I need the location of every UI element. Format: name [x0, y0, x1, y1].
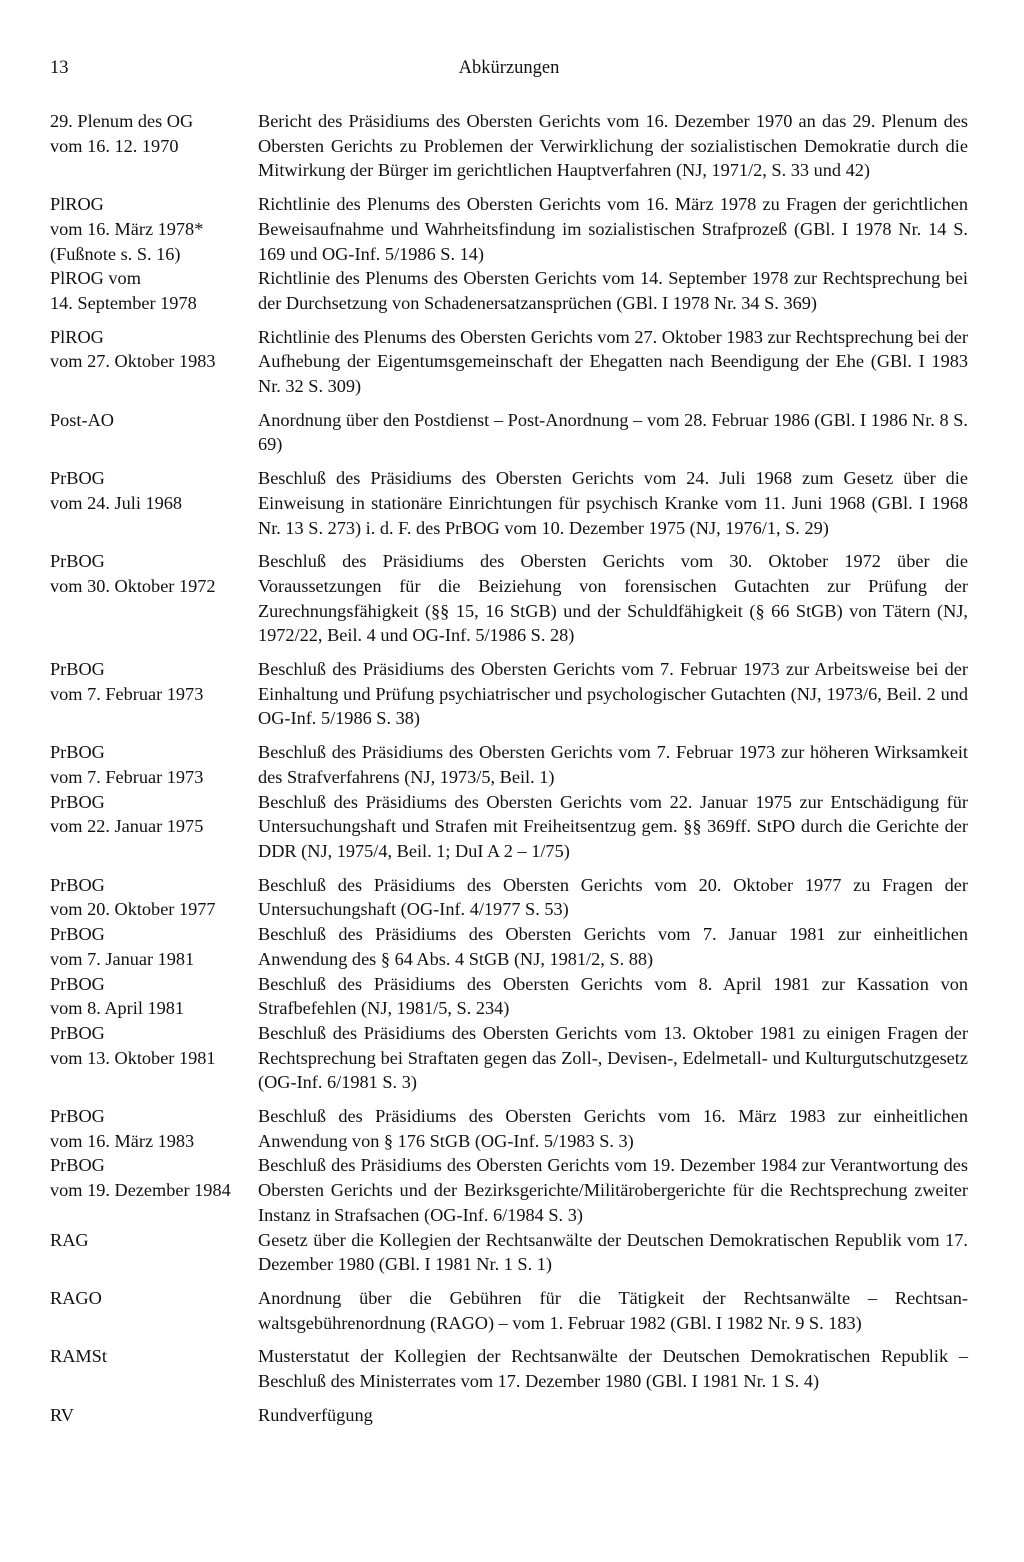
abbreviation-term-line: PrBOG — [50, 791, 105, 812]
abbreviation-term-line: vom 27. Oktober 1983 — [50, 351, 216, 372]
abbreviation-term-line: PrBOG — [50, 874, 105, 895]
abbreviation-term-line: vom 19. Dezember 1984 — [50, 1180, 231, 1201]
abbreviation-term — [50, 922, 258, 971]
abbreviation-term-line: vom 13. Oktober 1981 — [50, 1047, 216, 1068]
abbreviation-term — [50, 109, 258, 158]
page-header — [50, 58, 968, 88]
abbreviation-description: Beschluß des Präsidiums des Obersten Gerichts vom 22. Januar 1975 zur Entschädigung für Untersuchungshaft und Strafen mit Freiheitsentzug gem. §§ 369ff. StPO durch die Gerichte der DDR (NJ, 1975/4, Beil. 1; DuI A 2 – 1/75) — [258, 791, 968, 861]
abbreviation-term-line: RAG — [50, 1229, 89, 1250]
abbreviation-description: Anordnung über die Gebühren für die Tätigkeit der Rechtsanwälte – Rechtsanwaltsgebührenordnung (RAGO) – vom 1. Februar 1982 (GBl. I 1982 Nr. 9 S. 183) — [258, 1287, 968, 1333]
abbreviation-entry — [50, 1344, 968, 1393]
abbreviation-description: Rundverfügung — [258, 1404, 373, 1425]
abbreviation-term-line: PlROG vom — [50, 268, 141, 289]
abbreviation-term — [50, 657, 258, 706]
abbreviation-entry — [50, 1021, 968, 1095]
abbreviation-term-line: vom 24. Juli 1968 — [50, 492, 183, 513]
abbreviation-term-line: RV — [50, 1404, 74, 1425]
abbreviation-entry — [50, 408, 968, 457]
abbreviation-term-line: PrBOG — [50, 1106, 105, 1127]
abbreviation-entry — [50, 1403, 968, 1428]
abbreviation-entry — [50, 740, 968, 789]
abbreviation-term-line: vom 8. April 1981 — [50, 998, 185, 1019]
abbreviation-description: Musterstatut der Kollegien der Rechtsanwälte der Deutschen Demokratischen Republik – Beschluß des Ministerrates vom 17. Dezember 1980 (GBl. I 1981 Nr. 1 S. 4) — [258, 1346, 968, 1392]
abbreviation-term-line: vom 7. Februar 1973 — [50, 683, 204, 704]
abbreviation-term-line: RAMSt — [50, 1346, 107, 1367]
abbreviation-term-line: PrBOG — [50, 924, 105, 945]
abbreviation-entry — [50, 1286, 968, 1335]
abbreviation-term-line: PrBOG — [50, 468, 105, 489]
abbreviation-term — [50, 972, 258, 1021]
abbreviation-description: Beschluß des Präsidiums des Obersten Gerichts vom 24. Juli 1968 zum Gesetz über die Einweisung in stationäre Einrichtungen für psychisch Kranke vom 11. Juni 1968 (GBl. I 1968 Nr. 13 S. 273) i. d. F. des PrBOG vom 10. Dezember 1975 (NJ, 1976/1, S. 29) — [258, 468, 968, 538]
abbreviation-term — [50, 192, 258, 266]
abbreviation-description: Richtlinie des Plenums des Obersten Gerichts vom 14. September 1978 zur Rechtsprechung bei der Durchsetzung von Schadenersatzansprüchen (GBl. I 1978 Nr. 34 S. 369) — [258, 268, 968, 313]
abbreviation-term-line: vom 30. Oktober 1972 — [50, 575, 216, 596]
abbreviation-term — [50, 790, 258, 839]
abbreviation-entry — [50, 1104, 968, 1153]
abbreviation-description: Beschluß des Präsidiums des Obersten Gerichts vom 13. Oktober 1981 zu einigen Fragen der Rechtsprechung bei Straftaten gegen das Zoll-, Devisen-, Edelmetall- und Kulturgutschutzgesetz (OG-Inf. 6/1981 S. 3) — [258, 1022, 968, 1093]
abbreviation-term-line: PrBOG — [50, 1155, 105, 1176]
abbreviation-term-line: vom 22. Januar 1975 — [50, 816, 204, 837]
running-title: Abkürzungen — [458, 58, 560, 78]
abbreviation-term — [50, 873, 258, 922]
abbreviation-term — [50, 325, 258, 374]
abbreviation-description: Beschluß des Präsidiums des Obersten Gerichts vom 16. März 1983 zur einheitlichen Anwendung von § 176 StGB (OG-Inf. 5/1983 S. 3) — [258, 1106, 968, 1151]
abbreviation-entry — [50, 873, 968, 922]
abbreviation-term-line: vom 7. Januar 1981 — [50, 948, 195, 969]
abbreviation-term-line: vom 16. März 1978* — [50, 218, 204, 239]
abbreviation-term — [50, 408, 258, 433]
abbreviation-term-line: RAGO — [50, 1287, 102, 1308]
abbreviation-term-line: PrBOG — [50, 973, 105, 994]
abbreviation-entry — [50, 1153, 968, 1227]
abbreviation-description: Beschluß des Präsidiums des Obersten Gerichts vom 8. April 1981 zur Kassation von Strafbefehlen (NJ, 1981/5, S. 234) — [258, 973, 968, 1019]
abbreviation-term — [50, 549, 258, 598]
abbreviation-term-line: PrBOG — [50, 551, 105, 572]
abbreviation-term-line: 14. September 1978 — [50, 292, 197, 313]
abbreviation-description: Beschluß des Präsidiums des Obersten Gerichts vom 30. Oktober 1972 über die Voraussetzungen für die Beiziehung von forensischen Gutachten zur Prüfung der Zurechnungsfähigkeit (§§ 15, 16 StGB) und der Schuldfähigkeit (§ 66 StGB) von Tätern (NJ, 1972/22, Beil. 4 und OG-Inf. 5/1986 S. 28) — [258, 551, 968, 646]
abbreviation-entry — [50, 922, 968, 971]
abbreviation-term — [50, 1021, 258, 1070]
abbreviation-term-line: vom 7. Februar 1973 — [50, 766, 204, 787]
abbreviation-term — [50, 266, 258, 315]
abbreviation-entry — [50, 192, 968, 266]
page-number: 13 — [50, 58, 69, 78]
abbreviation-term-line: vom 20. Oktober 1977 — [50, 899, 216, 920]
abbreviation-entry — [50, 1228, 968, 1277]
abbreviation-term — [50, 1403, 258, 1428]
abbreviation-term-line: PrBOG — [50, 659, 105, 680]
abbreviation-entry — [50, 657, 968, 731]
abbreviation-description: Beschluß des Präsidiums des Obersten Gerichts vom 20. Oktober 1977 zu Fragen der Untersuchungshaft (OG-Inf. 4/1977 S. 53) — [258, 874, 968, 920]
abbreviation-term-line: PlROG — [50, 326, 104, 347]
abbreviation-description: Gesetz über die Kollegien der Rechtsanwälte der Deutschen Demokratischen Republik vom 17. Dezember 1980 (GBl. I 1981 Nr. 1 S. 1) — [258, 1229, 968, 1275]
abbreviation-term-line: vom 16. 12. 1970 — [50, 135, 179, 156]
abbreviation-term — [50, 740, 258, 789]
abbreviation-description: Richtlinie des Plenums des Obersten Gerichts vom 16. März 1978 zu Fragen der gerichtlichen Beweisaufnahme und Wahrheitsfindung im sozialistischen Strafprozeß (GBl. I 1978 Nr. 14 S. 169 und OG-Inf. 5/1986 S. 14) — [258, 194, 968, 264]
abbreviation-description: Beschluß des Präsidiums des Obersten Gerichts vom 19. Dezember 1984 zur Verantwortung des Obersten Gerichts und der Bezirksgerichte/Militärobergerichte für die Rechtsprechung zweiter Instanz in Strafsachen (OG-Inf. 6/1984 S. 3) — [258, 1155, 968, 1225]
abbreviation-term-line: PrBOG — [50, 1022, 105, 1043]
abbreviation-term-line: Post-AO — [50, 409, 114, 430]
abbreviation-description: Beschluß des Präsidiums des Obersten Gerichts vom 7. Februar 1973 zur Arbeitsweise bei der Einhaltung und Prüfung psychiatrischer und psychologischer Gutachten (NJ, 1973/6, Beil. 2 und OG-Inf. 5/1986 S. 38) — [258, 659, 968, 729]
abbreviation-term — [50, 1344, 258, 1369]
abbreviation-term-line: vom 16. März 1983 — [50, 1130, 195, 1151]
abbreviation-term-line: PrBOG — [50, 742, 105, 763]
abbreviation-term — [50, 1286, 258, 1311]
abbreviation-term-line: (Fußnote s. S. 16) — [50, 243, 181, 264]
abbreviation-term — [50, 466, 258, 515]
abbreviation-description: Richtlinie des Plenums des Obersten Gerichts vom 27. Oktober 1983 zur Rechtsprechung bei der Aufhebung der Eigentumsgemeinschaft der Ehegatten nach Beendigung der Ehe (GBl. I 1983 Nr. 32 S. 309) — [258, 326, 968, 397]
abbreviation-term — [50, 1153, 258, 1202]
abbreviation-description: Beschluß des Präsidiums des Obersten Gerichts vom 7. Februar 1973 zur höheren Wirksamkeit des Strafverfahrens (NJ, 1973/5, Beil. 1) — [258, 742, 968, 787]
abbreviation-entry — [50, 109, 968, 183]
abbreviation-description: Anordnung über den Postdienst – Post-Anordnung – vom 28. Februar 1986 (GBl. I 1986 Nr. 8 S. 69) — [258, 409, 968, 455]
abbreviation-list — [50, 109, 968, 1427]
abbreviation-term-line: 29. Plenum des OG — [50, 111, 194, 131]
abbreviation-term — [50, 1228, 258, 1253]
abbreviation-entry — [50, 325, 968, 399]
abbreviation-entry — [50, 549, 968, 648]
abbreviation-term-line: PlROG — [50, 194, 104, 215]
abbreviation-term — [50, 1104, 258, 1153]
abbreviation-entry — [50, 972, 968, 1021]
abbreviation-description: Bericht des Präsidiums des Obersten Gerichts vom 16. Dezember 1970 an das 29. Plenum des Obersten Gerichts zu Problemen der Verwirklichung der sozialistischen Demokratie durch die Mitwirkung der Bürger im gerichtlichen Hauptverfahren (NJ, 1971/2, S. 33 und 42) — [258, 111, 968, 181]
abbreviation-entry — [50, 790, 968, 864]
abbreviation-description: Beschluß des Präsidiums des Obersten Gerichts vom 7. Januar 1981 zur einheitlichen Anwendung des § 64 Abs. 4 StGB (NJ, 1981/2, S. 88) — [258, 924, 968, 969]
abbreviation-entry — [50, 266, 968, 315]
abbreviation-entry — [50, 466, 968, 540]
